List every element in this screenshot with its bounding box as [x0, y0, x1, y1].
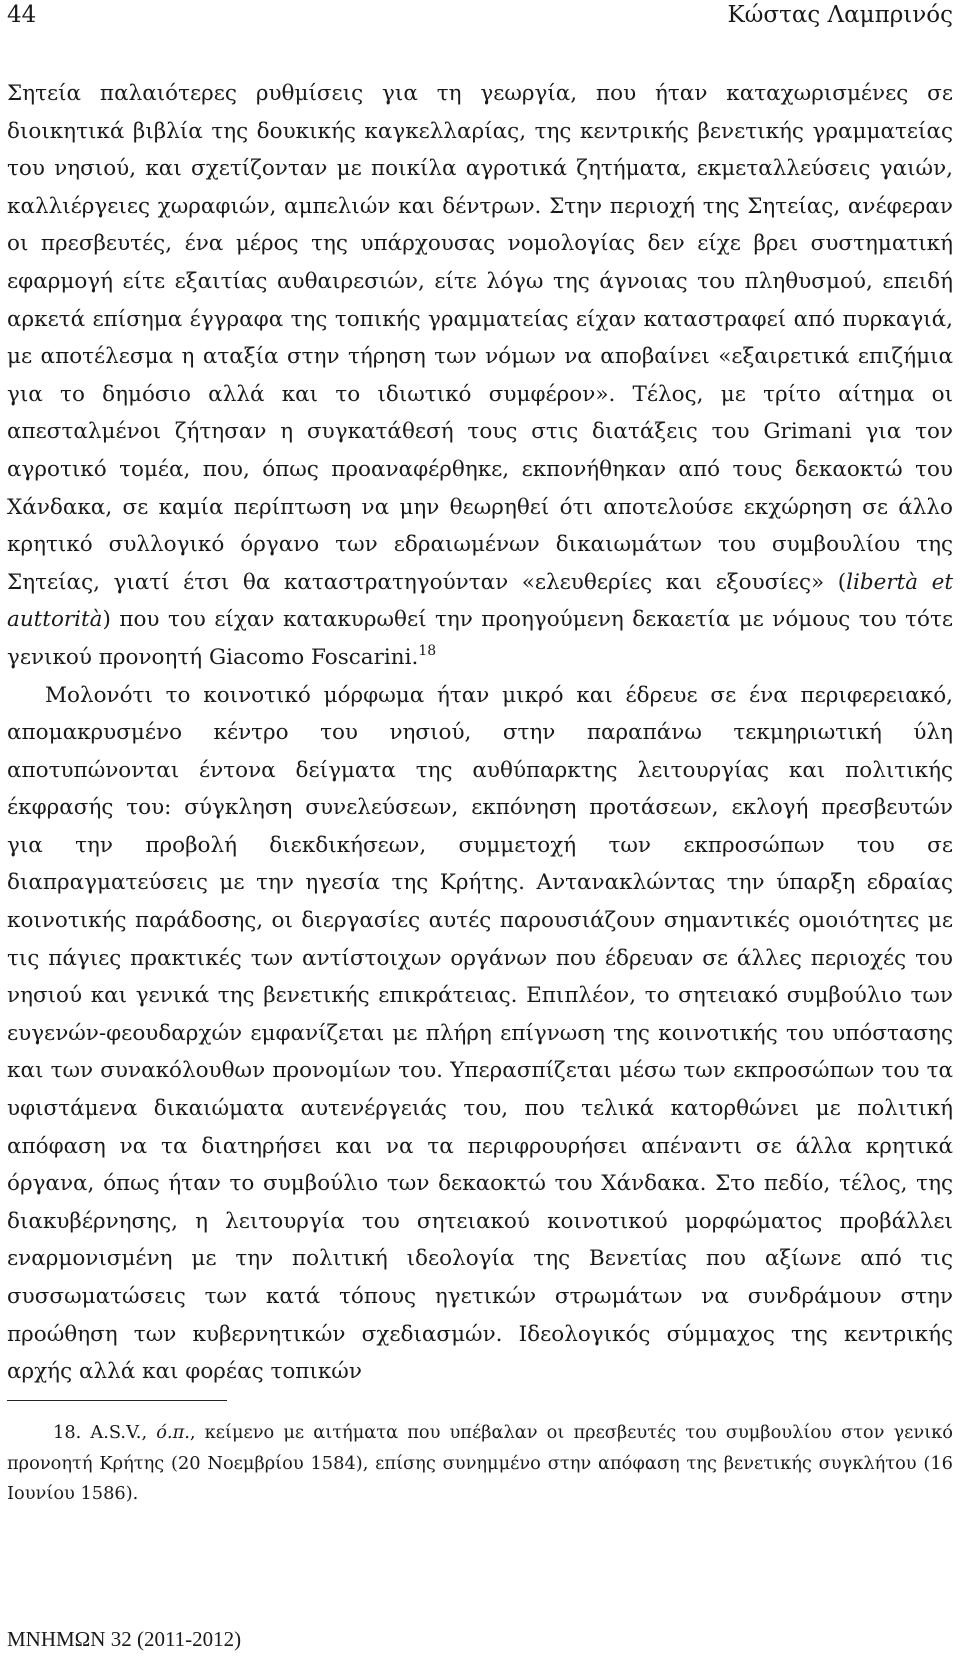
running-title-author: Κώστας Λαμπρινός — [727, 2, 953, 28]
footnote-italic: ό.π. — [156, 1422, 190, 1443]
footnote-text: , κείμενο με αιτήματα που υπέβαλαν οι πρεσβευτές του συμβουλίου στον γενικό προνοητή Κρήτης (20 Νοεμβρίου 1584), επίσης συνημμένο στην απόφαση της βενετικής συγκλήτου (16 Ιουνίου 1586). — [7, 1422, 953, 1504]
paragraph-2: Μολονότι το κοινοτικό μόρφωμα ήταν μικρό και έδρευε σε ένα περιφερειακό, απομακρυσμένο κέντρο του νησιού, στην παραπάνω τεκμηριωτική ύλη αποτυπώνονται έντονα δείγματα της αυθύπαρκτης λειτουργίας και πολιτικής έκφρασής του: σύγκληση συνελεύσεων, εκπόνηση προτάσεων, εκλογή πρεσβευτών για την προβολή διεκδικήσεων, συμμετοχή των εκπροσώπων του σε διαπραγματεύσεις με την ηγεσία της Κρήτης. Αντανακλώντας την ύπαρξη εδραίας κοινοτικής παράδοσης, οι διεργασίες αυτές παρουσιάζουν σημαντικές ομοιότητες με τις πάγιες πρακτικές των αντίστοιχων οργάνων που έδρευαν σε άλλες περιοχές του νησιού και γενικά της βενετικής επικράτειας. Επιπλέον, το σητειακό συμβούλιο των ευγενών-φεουδαρχών εμφανίζεται με πλήρη επίγνωση της κοινοτικής του υπόστασης και των συνακόλουθων προνομίων του. Υπερασπίζεται μέσω των εκπροσώπων του τα υφιστάμενα δικαιώματα αυτενέργειάς του, που τελικά κατορθώνει με πολιτική απόφαση να τα διατηρήσει και να τα περιφρουρήσει απέναντι σε άλλα κρητικά όργανα, όπως ήταν το συμβούλιο των δεκαοκτώ του Χάνδακα. Στο πεδίο, τέλος, της διακυβέρνησης, η λειτουργία του σητειακού κοινοτικού μορφώματος προβάλλει εναρμονισμένη με την πολιτική ιδεολογία της Βενετίας που αξίωνε από τις συσσωματώσεις των κατά τόπους ηγετικών στρωμάτων να συνδράμουν στην προώθηση των κυβερνητικών σχεδιασμών. Ιδεολογικός σύμμαχος της κεντρικής αρχής αλλά και φορέας τοπικών — [7, 682, 953, 1385]
italic-phrase: libertà et auttorità — [7, 569, 953, 633]
paragraph-1-text: Σητεία παλαιότερες ρυθμίσεις για τη γεωργία, που ήταν καταχωρισμένες σε διοικητικά βιβλία της δουκικής καγκελλαρίας, της κεντρικής βενετικής γραμματείας του νησιού, και σχετίζονταν με ποικίλα αγροτικά ζητήματα, εκμεταλλεύσεις γαιών, καλλιέργειες χωραφιών, αμπελιών και δέντρων. Στην περιοχή της Σητείας, ανέφεραν οι πρεσβευτές, ένα μέρος της υπάρχουσας νομολογίας δεν είχε βρει συστηματική εφαρμογή είτε εξαιτίας αυθαιρεσιών, είτε λόγω της άγνοιας του πληθυσμού, επειδή αρκετά επίσημα έγγραφα της τοπικής γραμματείας είχαν καταστραφεί από πυρκαγιά, με αποτέλεσμα η αταξία στην τήρηση των νόμων να αποβαίνει «εξαιρετικά επιζήμια για το δημόσιο αλλά και το ιδιωτικό συμφέρον». Τέλος, με τρίτο αίτημα οι απεσταλμένοι ζήτησαν η συγκατάθεσή τους στις διατάξεις του Grimani για τον αγροτικό τομέα, που, όπως προαναφέρθηκε, εκπονήθηκαν από τους δεκαοκτώ του Χάνδακα, σε καμία περίπτωση να μην θεωρηθεί ότι αποτελούσε εκχώρηση σε άλλο κρητικό συλλογικό όργανο των εδραιωμένων δικαιωμάτων του συμβουλίου της Σητείας, γιατί έτσι θα καταστρατηγούνταν «ελευθερίες και εξουσίες» ( — [7, 81, 953, 595]
footnote-separator — [7, 1400, 227, 1401]
paragraph-1-text-end: ) που του είχαν κατακυρωθεί την προηγούμενη δεκαετία με νόμους του τότε γενικού προνοητή Giacomo Foscarini. — [7, 607, 953, 670]
journal-footer: ΜΝΗΜΩΝ 32 (2011-2012) — [7, 1627, 242, 1651]
running-header — [7, 0, 953, 30]
footnotes — [7, 1418, 953, 1510]
footnote-reference[interactable]: 18 — [418, 642, 437, 659]
main-text — [7, 75, 953, 1391]
footnote-18 — [7, 1418, 953, 1510]
paragraph-1 — [7, 75, 953, 677]
page-number: 44 — [7, 2, 37, 28]
footnote-number: 18. — [53, 1422, 82, 1443]
footnote-text-start: A.S.V., — [81, 1422, 157, 1443]
